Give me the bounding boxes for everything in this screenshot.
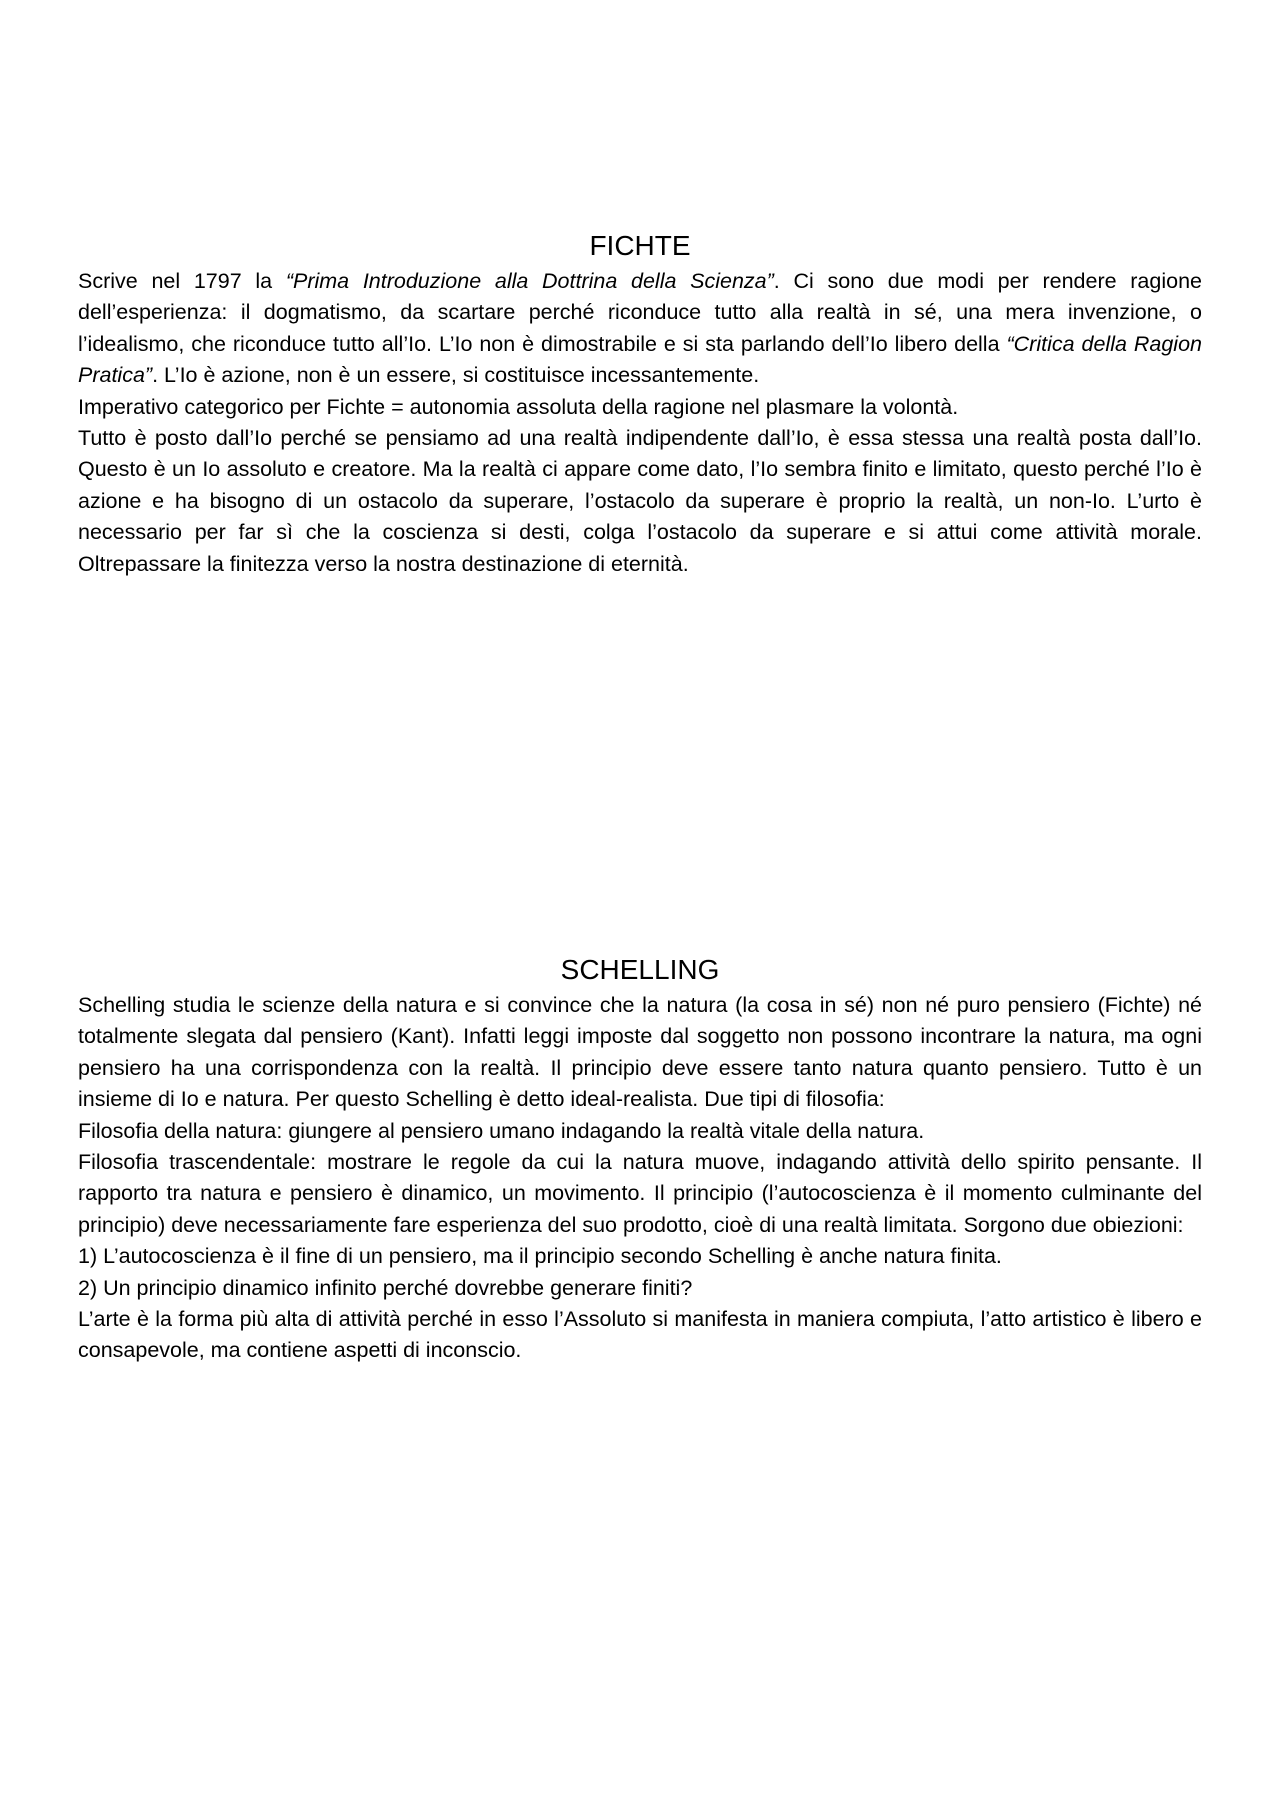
section-schelling: [78, 950, 1202, 1367]
fichte-p1-italic-title-2: “Critica della Ragion Pratica”: [78, 331, 1202, 388]
schelling-paragraph-5: 2) Un principio dinamico infinito perché dovrebbe generare finiti?: [78, 1275, 693, 1300]
section-title-fichte: FICHTE: [589, 230, 691, 261]
schelling-paragraph-2: Filosofia della natura: giungere al pensiero umano indagando la realtà vitale della natura.: [78, 1118, 925, 1143]
schelling-paragraph-6: L’arte è la forma più alta di attività perché in esso l’Assoluto si manifesta in maniera compiuta, l’atto artistico è libero e consapevole, ma contiene aspetti di inconscio.: [78, 1307, 1202, 1363]
schelling-paragraph-1: Schelling studia le scienze della natura e si convince che la natura (la cosa in sé) non né puro pensiero (Fichte) né totalmente slegata dal pensiero (Kant). Infatti leggi imposte dal soggetto non possono incontrare la natura, ma ogni pensiero ha una corrispondenza con la realtà. Il principio deve essere tanto natura quanto pensiero. Tutto è un insieme di Io e natura. Per questo Schelling è detto ideal-realista. Due tipi di filosofia:: [78, 993, 1202, 1112]
schelling-paragraph-3: Filosofia trascendentale: mostrare le regole da cui la natura muove, indagando attività dello spirito pensante. Il rapporto tra natura e pensiero è dinamico, un movimento. Il principio (l’autocoscienza è il momento culminante del principio) deve necessariamente fare esperienza del suo prodotto, cioè di una realtà limitata. Sorgono due obiezioni:: [78, 1150, 1202, 1237]
fichte-p1-text-1: Scrive nel 1797 la: [78, 269, 286, 293]
fichte-p1-text-2: . Ci sono due modi per rendere ragione dell’esperienza: il dogmatismo, da scartare perché riconduce tutto alla realtà in sé, una mera invenzione, o l’idealismo, che riconduce tutto all’Io. L’Io non è dimostrabile e si sta parlando dell’Io libero della: [78, 269, 1202, 356]
fichte-paragraph-3: Tutto è posto dall’Io perché se pensiamo ad una realtà indipendente dall’Io, è essa stessa una realtà posta dall’Io. Questo è un Io assoluto e creatore. Ma la realtà ci appare come dato, l’Io sembra finito e limitato, questo perché l’Io è azione e ha bisogno di un ostacolo da superare, l’ostacolo da superare è proprio la realtà, un non-Io. L’urto è necessario per far sì che la coscienza si desti, colga l’ostacolo da superare e si attui come attività morale. Oltrepassare la finitezza verso la nostra destinazione di eternità.: [78, 426, 1202, 576]
fichte-paragraph-2: Imperativo categorico per Fichte = autonomia assoluta della ragione nel plasmare la volontà.: [78, 394, 959, 419]
schelling-paragraph-4: 1) L’autocoscienza è il fine di un pensiero, ma il principio secondo Schelling è anche natura finita.: [78, 1244, 1002, 1269]
section-fichte: [78, 226, 1202, 580]
fichte-p1-text-3: . L’Io è azione, non è un essere, si costituisce incessantemente.: [152, 363, 760, 388]
section-title-schelling: SCHELLING: [560, 954, 720, 985]
fichte-p1-italic-title-1: “Prima Introduzione alla Dottrina della Scienza”: [285, 269, 774, 293]
fichte-paragraph-1: [78, 266, 1202, 392]
